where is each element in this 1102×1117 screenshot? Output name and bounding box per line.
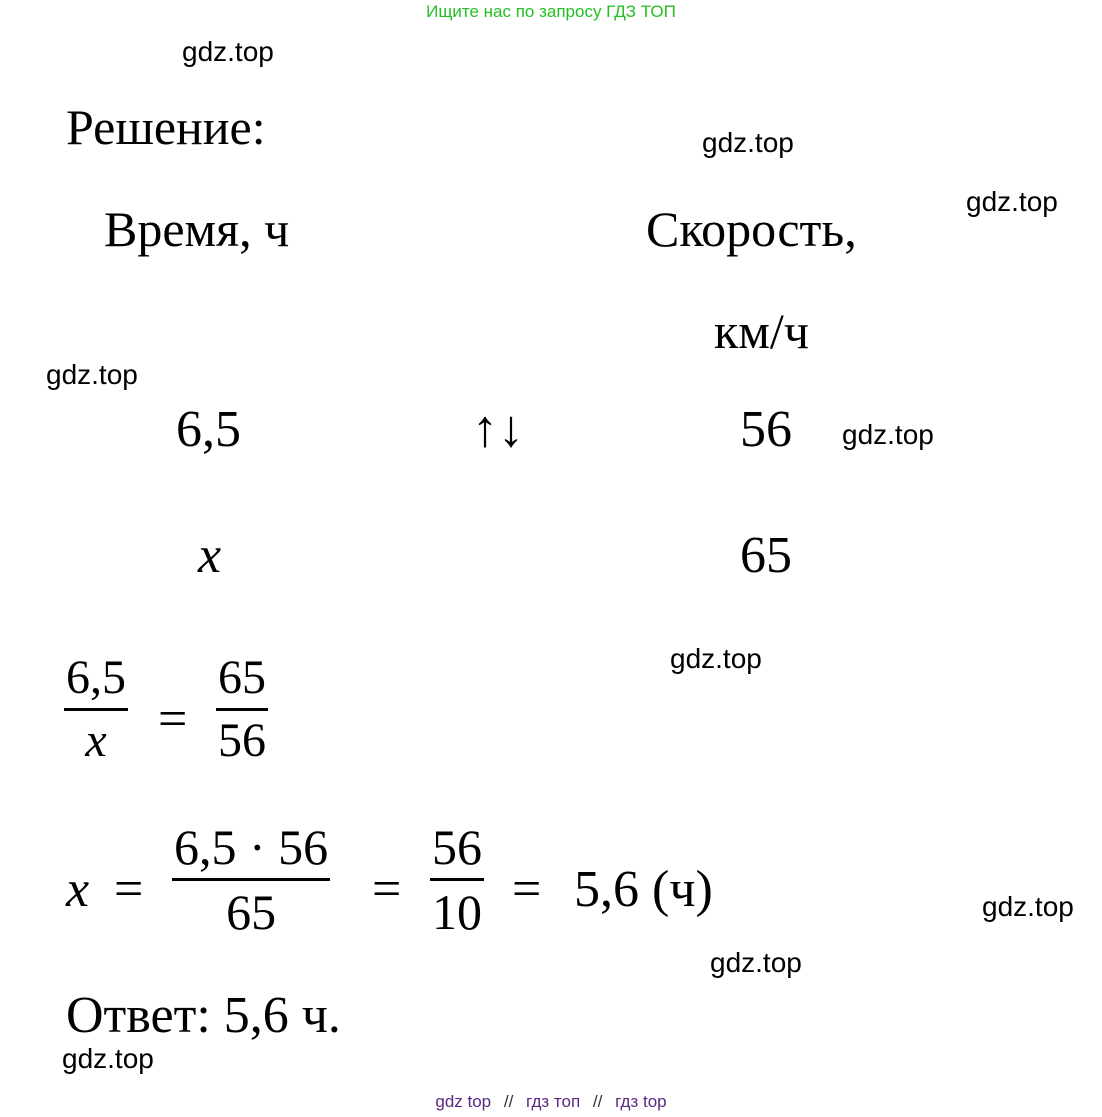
- footer-separator: //: [503, 1092, 514, 1111]
- speed-column-label: Скорость,: [646, 201, 857, 257]
- row2-time-variable: x: [198, 527, 222, 584]
- watermark: gdz.top: [670, 643, 762, 674]
- calc-variable: x: [66, 861, 90, 918]
- equals-sign: =: [372, 861, 402, 918]
- speed-column-unit: км/ч: [714, 303, 809, 359]
- watermark: gdz.top: [182, 36, 274, 67]
- row1-time-value: 6,5: [176, 401, 241, 458]
- footer-links: [0, 1092, 1102, 1112]
- row2-speed-value: 65: [740, 527, 792, 584]
- watermark: gdz.top: [62, 1043, 154, 1074]
- fraction-numerator: 65: [218, 651, 266, 704]
- fraction-denominator: 56: [216, 708, 268, 765]
- fraction-denominator: x: [64, 708, 128, 765]
- proportion-left-fraction: [64, 651, 128, 767]
- calc-result: 5,6 (ч): [574, 861, 713, 918]
- time-column-label: Время, ч: [104, 201, 290, 257]
- watermark: gdz.top: [982, 891, 1074, 922]
- equals-sign: =: [114, 861, 144, 918]
- watermark: gdz.top: [46, 359, 138, 390]
- watermark: gdz.top: [966, 186, 1058, 217]
- calc-fraction-2: [430, 819, 484, 940]
- top-banner[interactable]: Ищите нас по запросу ГДЗ ТОП: [426, 2, 676, 21]
- inverse-proportion-arrows-icon: ↑↓: [472, 401, 524, 458]
- fraction-numerator: 56: [432, 819, 482, 875]
- equals-sign: =: [512, 861, 542, 918]
- fraction-numerator: 6,5: [66, 651, 126, 704]
- answer-text: Ответ: 5,6 ч.: [66, 987, 341, 1044]
- footer-link-gdz-top-mixed[interactable]: гдз top: [615, 1092, 667, 1111]
- solution-heading: Решение:: [66, 99, 266, 155]
- row1-speed-value: 56: [740, 401, 792, 458]
- fraction-numerator: 6,5 · 56: [174, 819, 329, 875]
- footer-separator: //: [592, 1092, 603, 1111]
- fraction-denominator: 65: [172, 878, 330, 937]
- proportion-right-fraction: [216, 651, 268, 767]
- watermark: gdz.top: [710, 947, 802, 978]
- watermark: gdz.top: [842, 419, 934, 450]
- footer-link-gdz-top[interactable]: gdz top: [435, 1092, 492, 1111]
- fraction-denominator: 10: [430, 878, 484, 937]
- footer-link-gdz-top-ru[interactable]: гдз топ: [526, 1092, 581, 1111]
- calc-fraction-1: [172, 819, 330, 940]
- watermark: gdz.top: [702, 127, 794, 158]
- equals-sign: =: [158, 691, 188, 748]
